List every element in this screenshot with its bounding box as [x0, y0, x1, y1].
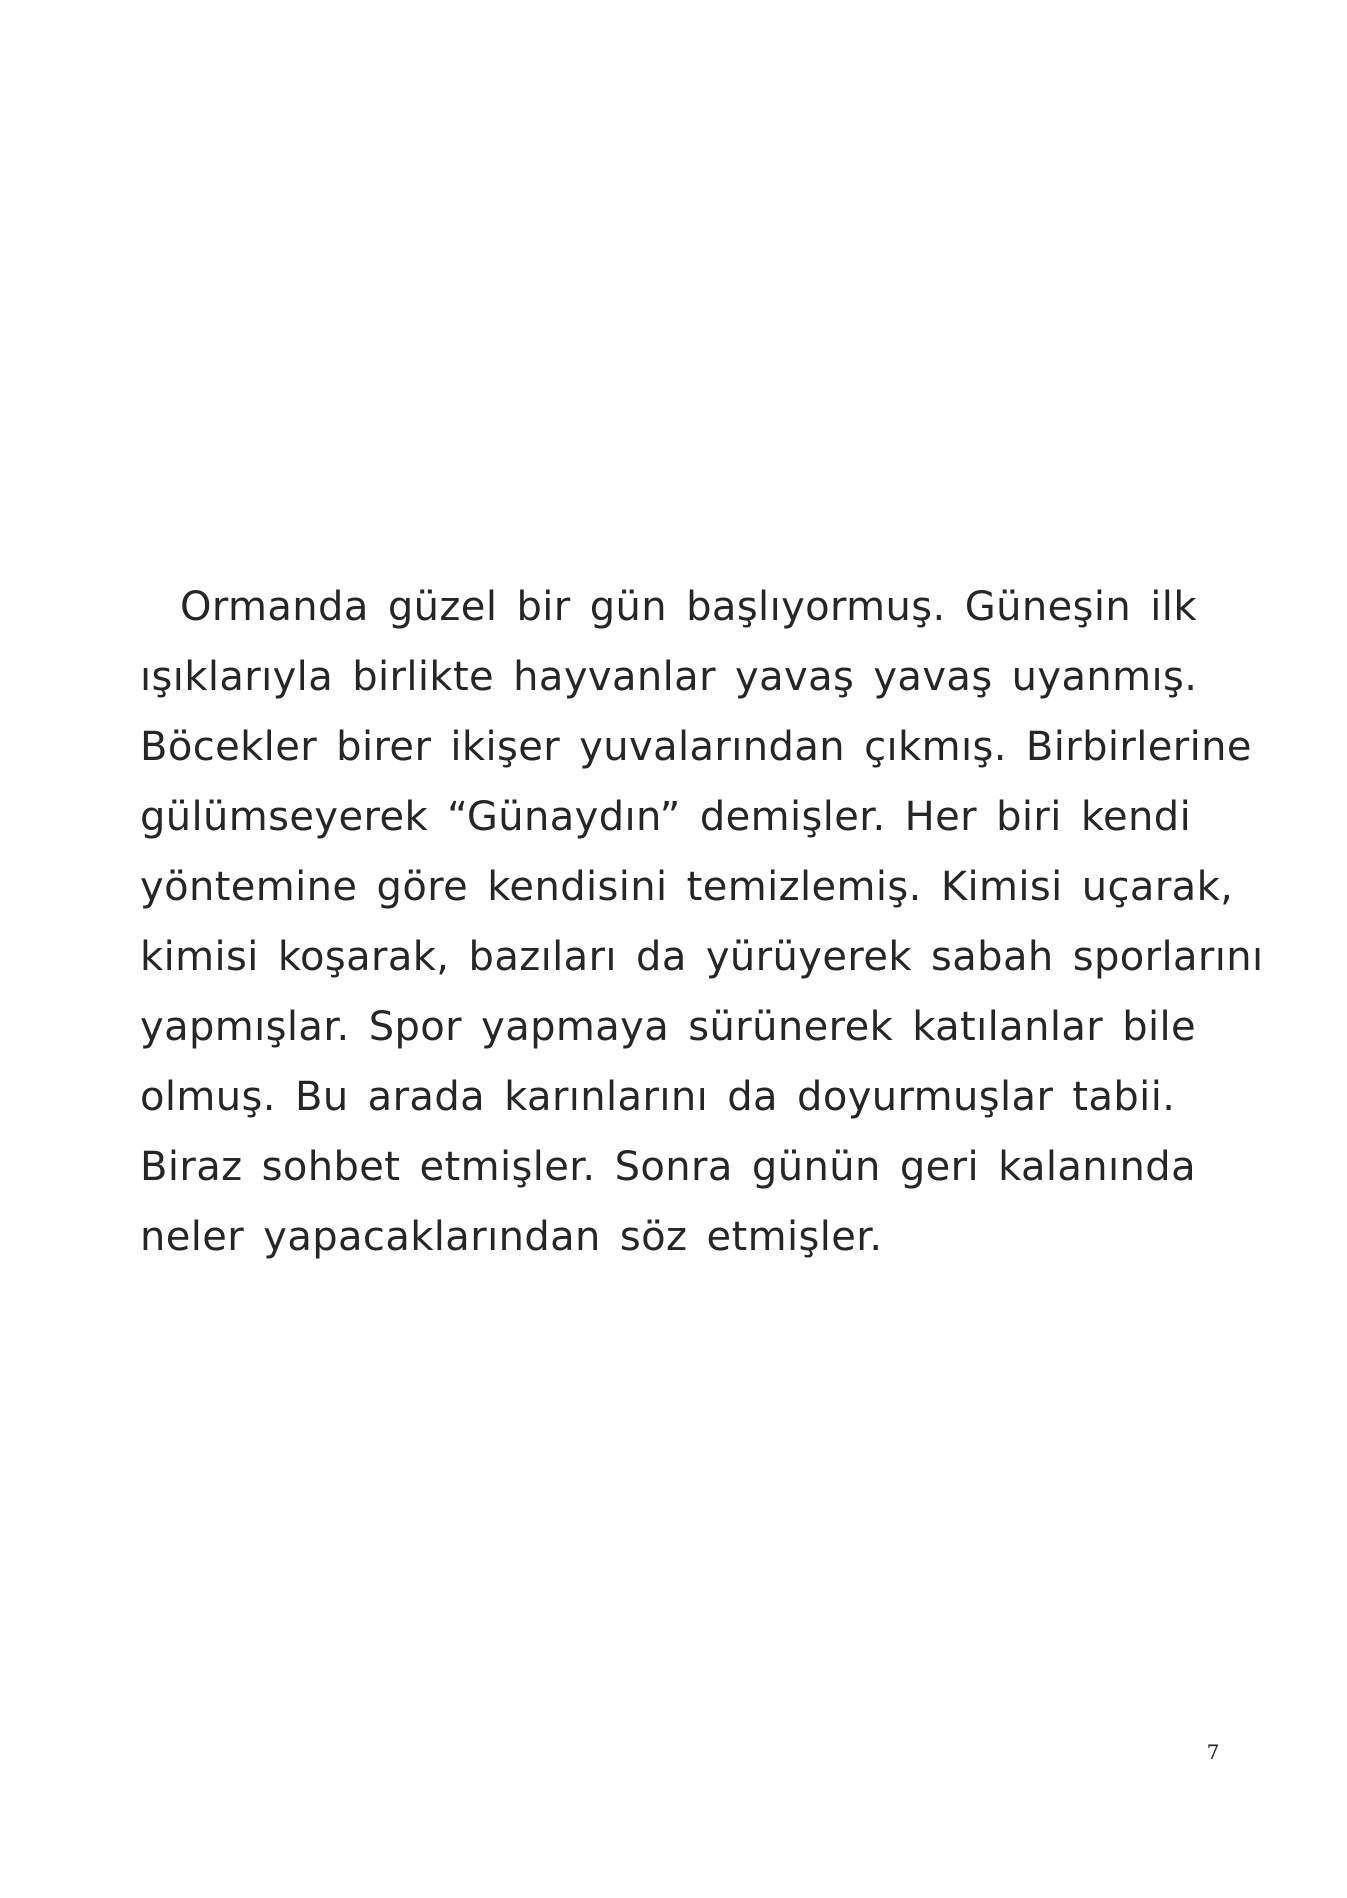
story-line: neler yapacaklarından söz etmişler. [140, 1214, 883, 1260]
story-line: Ormanda güzel bir gün başlıyormuş. Güneşin ilk [180, 584, 1197, 630]
story-line: yapmışlar. Spor yapmaya sürünerek katılanlar bile [140, 1004, 1197, 1050]
story-line: Böcekler birer ikişer yuvalarından çıkmış. Birbirlerine [140, 724, 1252, 770]
story-line: kimisi koşarak, bazıları da yürüyerek sabah sporlarını [140, 934, 1264, 980]
story-line: Biraz sohbet etmişler. Sonra günün geri kalanında [140, 1144, 1197, 1190]
story-line: ışıklarıyla birlikte hayvanlar yavaş yavaş uyanmış. [140, 654, 1198, 700]
story-line: yöntemine göre kendisini temizlemiş. Kimisi uçarak, [140, 864, 1234, 910]
story-line: gülümseyerek “Günaydın” demişler. Her biri kendi [140, 794, 1192, 840]
story-line: olmuş. Bu arada karınlarını da doyurmuşlar tabii. [140, 1074, 1176, 1120]
story-paragraph [140, 572, 1264, 1272]
page-number: 7 [1206, 1740, 1220, 1764]
